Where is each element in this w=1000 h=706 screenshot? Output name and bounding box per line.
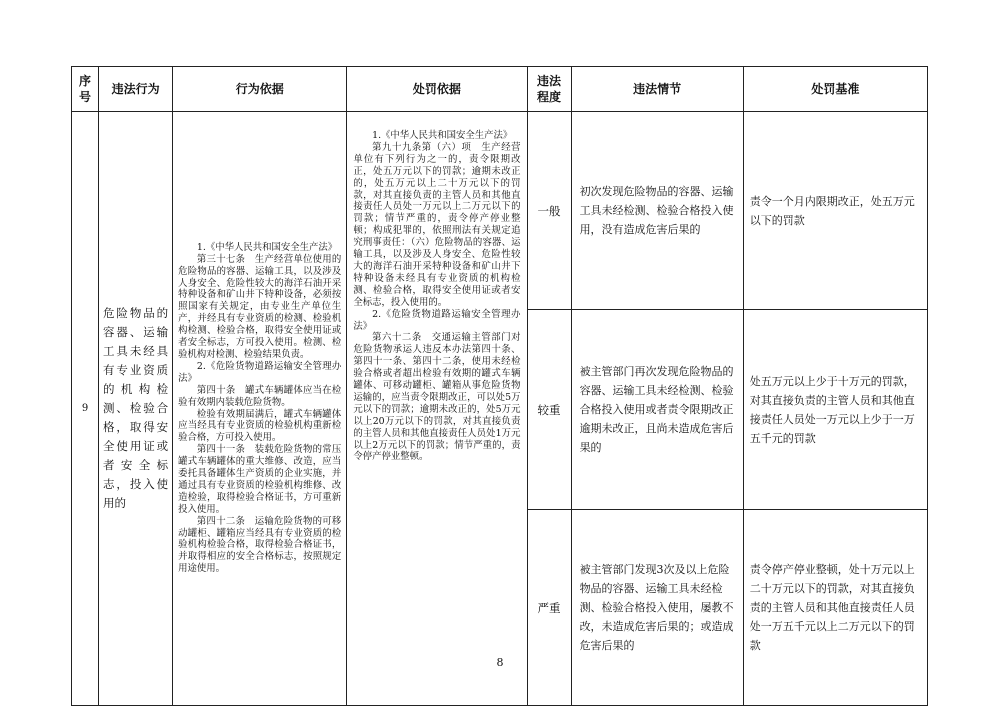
page-number: 8 — [496, 656, 504, 669]
header-circumstance: 违法情节 — [571, 67, 743, 112]
violation-cell: 危险物品的容器、运输工具未经具有专业资质的机构检测、检验合格，取得安全使用证或者安全标志，投入使用的 — [99, 112, 173, 706]
header-row — [72, 67, 928, 112]
basis-article-41: 第四十一条 装载危险货物的常压罐式车辆罐体的重大维修、改造，应当委托具备罐体生产资质的企业实施，并通过具有专业资质的检验机构维修、改造检验，取得检验合格证书，方可重新投入使用。 — [178, 444, 342, 515]
circumstance-severe: 被主管部门发现3次及以上危险物品的容器、运输工具未经检测、检验合格投入使用，屡教不改，未造成危害后果的；或造成危害后果的 — [571, 510, 743, 706]
standard-severe: 责令停产停业整顿，处十万元以上二十万元以下的罚款，对其直接负责的主管人员和其他直接责任人员处一万五千元以上二万元以下的罚款 — [743, 510, 927, 706]
basis-law-2: 2.《危险货物道路运输安全管理办法》 — [178, 360, 342, 384]
basis-article-40: 第四十条 罐式车辆罐体应当在检验有效期内装载危险货物。 — [178, 384, 342, 408]
penalty-article-99: 第九十九条第（六）项 生产经营单位有下列行为之一的，责令限期改正，处五万元以下的罚款；逾期未改正的，处五万元以上二十万元以下的罚款，对其直接负责的主管人员和其他直接责任人员处一万元以上二万元以下的罚款；情节严重的，责令停产停业整顿；构成犯罪的，依照刑法有关规定追究刑事责任：（六）危险物品的容器、运输工具，以及涉及人身安全、危险性较大的海洋石油开采特种设备和矿山井下特种设备未经具有专业资质的机构检测、检验合格，取得安全使用证或者安全标志，投入使用的。 — [353, 141, 521, 308]
header-basis: 行为依据 — [173, 67, 347, 112]
standard-serious: 处五万元以上少于十万元的罚款，对其直接负责的主管人员和其他直接责任人员处一万元以上少于一万五千元的罚款 — [743, 310, 927, 510]
row-seq: 9 — [72, 112, 99, 706]
circumstance-serious: 被主管部门再次发现危险物品的容器、运输工具未经检测、检验合格投入使用或者责令限期改正逾期未改正，且尚未造成危害后果的 — [571, 310, 743, 510]
header-seq: 序号 — [72, 67, 99, 112]
degree-severe: 严重 — [527, 510, 571, 706]
standard-general: 责令一个月内限期改正，处五万元以下的罚款 — [743, 112, 927, 310]
table-row — [72, 112, 928, 310]
penalty-article-62: 第六十二条 交通运输主管部门对危险货物承运人违反本办法第四十条、第四十一条、第四十二条，使用未经检验合格或者超出检验有效期的罐式车辆罐体、可移动罐柜、罐箱从事危险货物运输的，应当责令限期改正，可以处5万元以下的罚款；逾期未改正的，处5万元以上20万元以下的罚款，对其直接负责的主管人员和其他直接责任人员处1万元以上2万元以下的罚款；情节严重的，责令停产停业整顿。 — [353, 332, 521, 463]
basis-law-1: 1.《中华人民共和国安全生产法》 — [196, 241, 338, 253]
penalty-law-2: 2.《危险货物道路运输安全管理办法》 — [353, 308, 521, 332]
header-penalty-basis: 处罚依据 — [347, 67, 527, 112]
header-standard: 处罚基准 — [743, 67, 927, 112]
degree-serious: 较重 — [527, 310, 571, 510]
degree-general: 一般 — [527, 112, 571, 310]
circumstance-general: 初次发现危险物品的容器、运输工具未经检测、检验合格投入使用，没有造成危害后果的 — [571, 112, 743, 310]
header-violation: 违法行为 — [99, 67, 173, 112]
penalty-basis-cell — [347, 112, 527, 706]
basis-article-42: 第四十二条 运输危险货物的可移动罐柜、罐箱应当经具有专业资质的检验机构检验合格，取得检验合格证书，并取得相应的安全合格标志，按照规定用途使用。 — [178, 515, 342, 575]
basis-article-37: 第三十七条 生产经营单位使用的危险物品的容器、运输工具，以及涉及人身安全、危险性较大的海洋石油开采特种设备和矿山井下特种设备，必须按照国家有关规定，由专业生产单位生产，并经具有专业资质的检测、检验机构检测、检验合格，取得安全使用证或者安全标志，方可投入使用。检测、检验机构对检测、检验结果负责。 — [178, 253, 342, 360]
basis-article-40-cont: 检验有效期届满后，罐式车辆罐体应当经具有专业资质的检验机构重新检验合格，方可投入使用。 — [178, 408, 342, 444]
behavior-basis-cell — [173, 112, 347, 706]
header-degree: 违法程度 — [527, 67, 571, 112]
penalty-law-1: 1.《中华人民共和国安全生产法》 — [372, 130, 513, 141]
penalty-table — [71, 66, 928, 706]
